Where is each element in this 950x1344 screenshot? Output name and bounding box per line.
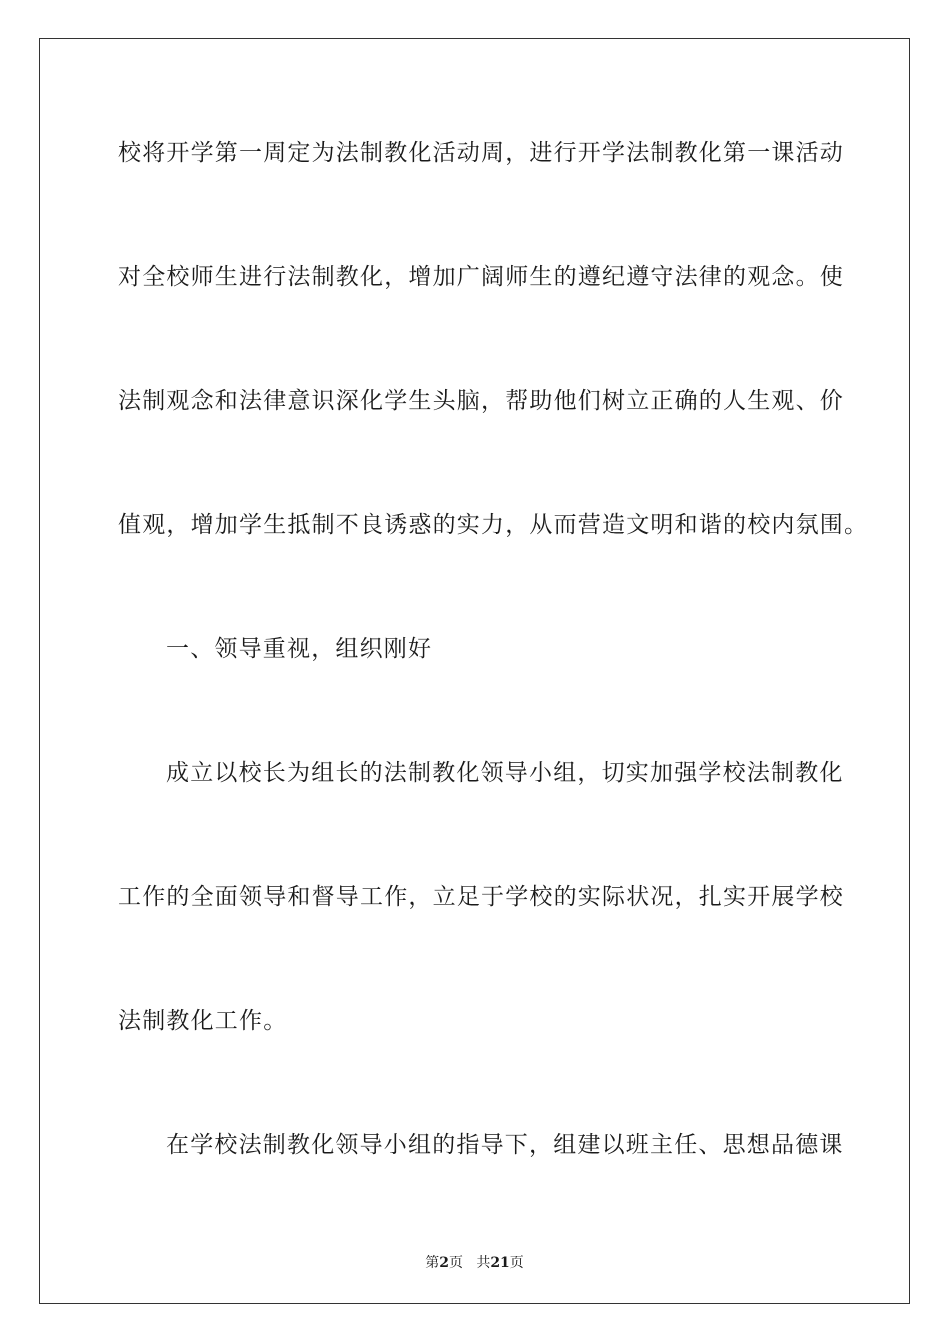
page-footer: [40, 1252, 909, 1272]
page-suffix: 页: [448, 1255, 463, 1271]
total-suffix: 页: [509, 1255, 524, 1271]
total-prefix: 共: [476, 1255, 491, 1271]
body-text-line: 工作的全面领导和督导工作，立足于学校的实际状况，扎实开展学校: [118, 884, 844, 910]
page-total: 21: [490, 1255, 510, 1271]
body-text-line: 法制教化工作。: [118, 1008, 288, 1034]
body-text-line: 在学校法制教化领导小组的指导下，组建以班主任、思想品德课: [166, 1132, 844, 1158]
page-number: 2: [439, 1255, 449, 1271]
body-text-line: 校将开学第一周定为法制教化活动周，进行开学法制教化第一课活动: [118, 140, 844, 166]
body-text-line: 成立以校长为组长的法制教化领导小组，切实加强学校法制教化: [166, 760, 844, 786]
page-prefix: 第: [425, 1255, 440, 1271]
body-text-line: 值观，增加学生抵制不良诱惑的实力，从而营造文明和谐的校内氛围。: [118, 512, 869, 538]
body-text-line: 法制观念和法律意识深化学生头脑，帮助他们树立正确的人生观、价: [118, 388, 844, 414]
document-page: [39, 38, 910, 1304]
body-text-line: 对全校师生进行法制教化，增加广阔师生的遵纪遵守法律的观念。使: [118, 264, 844, 290]
section-heading: 一、领导重视，组织刚好: [166, 636, 433, 662]
